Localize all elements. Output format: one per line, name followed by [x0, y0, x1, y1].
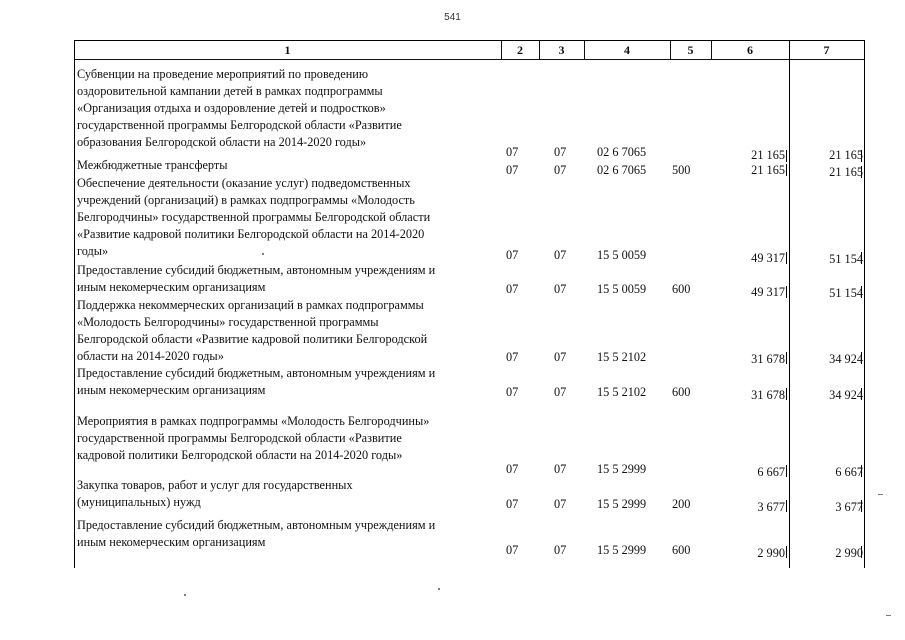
row-9-amount-col7: 2 990 [835, 546, 863, 560]
row-3-amount-col7: 51 154 [829, 252, 863, 266]
row-3-target-code: 15 5 0059 [597, 248, 647, 262]
row-4-amount-col6: 49 317 [751, 285, 785, 299]
row-9-target-code: 15 5 2999 [597, 543, 647, 557]
header-col-7: 7 [823, 43, 830, 57]
row-3-c6-tick [786, 252, 787, 264]
row-6-amount-col7: 34 924 [829, 388, 863, 402]
row-9-expense-type: 600 [672, 543, 691, 557]
row-6-expense-type: 600 [672, 385, 691, 399]
row-2-subsection: 07 [554, 163, 567, 177]
row-1-subsection: 07 [554, 145, 567, 159]
row-6-target-code: 15 5 2102 [597, 385, 647, 399]
row-5-subsection: 07 [554, 350, 567, 364]
column-6-7-divider [789, 40, 790, 568]
row-2-amount-col6: 21 165 [751, 163, 785, 177]
row-3-amount-col6: 49 317 [751, 251, 785, 265]
table-left-border [74, 40, 75, 568]
row-1-amount-col7: 21 165 [829, 148, 863, 162]
row-7-subsection: 07 [554, 462, 567, 476]
row-3-subsection: 07 [554, 248, 567, 262]
row-8-amount-col6: 3 677 [757, 500, 785, 514]
row-2-amount-col7: 21 165 [829, 165, 863, 179]
row-2-expense-type: 500 [672, 163, 691, 177]
row-1-c6-tick [786, 150, 787, 162]
row-9-description: Предоставление субсидий бюджетным, автономным учреждениям и иным некомерческим организациям [77, 518, 436, 549]
scan-speck [438, 588, 440, 590]
row-4-subsection: 07 [554, 282, 567, 296]
row-4-section: 07 [506, 282, 519, 296]
scan-mark [886, 615, 891, 616]
table-right-border [864, 40, 865, 568]
row-7-amount-col6: 6 667 [757, 465, 785, 479]
row-8-description: Закупка товаров, работ и услуг для государственных (муниципальных) нужд [77, 478, 353, 509]
row-8-c6-tick [786, 500, 787, 512]
row-7-description: Мероприятия в рамках подпрограммы «Молодость Белгородчины» государственной программы Белгородской области «Развитие кадровой политики Белгородской области на 2014-2020 годы» [77, 414, 430, 462]
row-1-amount-col6: 21 165 [751, 148, 785, 162]
scan-speck [184, 594, 186, 596]
row-4-expense-type: 600 [672, 282, 691, 296]
row-9-c6-tick [786, 546, 787, 558]
row-4-amount-col7: 51 154 [829, 286, 863, 300]
row-9-subsection: 07 [554, 543, 567, 557]
row-4-target-code: 15 5 0059 [597, 282, 647, 296]
row-2-section: 07 [506, 163, 519, 177]
row-3-description: Обеспечение деятельности (оказание услуг) подведомственных учреждений (организаций) в рамках подпрограммы «Молодость Белгородчины» государственной программы Белгородской области «Развитие кадровой политики Белгородской области на 2014-2020 годы» [77, 176, 431, 258]
row-9-amount-col6: 2 990 [757, 546, 785, 560]
row-8-amount-col7: 3 677 [835, 500, 863, 514]
row-5-target-code: 15 5 2102 [597, 350, 647, 364]
row-6-subsection: 07 [554, 385, 567, 399]
row-8-target-code: 15 5 2999 [597, 497, 647, 511]
row-5-c6-tick [786, 352, 787, 364]
row-6-c6-tick [786, 388, 787, 400]
row-8-section: 07 [506, 497, 519, 511]
row-5-section: 07 [506, 350, 519, 364]
row-4-description: Предоставление субсидий бюджетным, автономным учреждениям и иным некомерческим организациям [77, 263, 436, 294]
row-7-amount-col7: 6 667 [835, 465, 863, 479]
scan-speck [262, 253, 264, 255]
row-7-section: 07 [506, 462, 519, 476]
header-col-1: 1 [284, 43, 291, 57]
page-number: 541 [444, 12, 461, 23]
header-col-5: 5 [687, 43, 694, 57]
header-col-2: 2 [517, 43, 523, 57]
row-4-c6-tick [786, 286, 787, 298]
header-bottom-border [74, 59, 865, 60]
header-top-border [74, 40, 865, 41]
row-5-amount-col7: 34 924 [829, 352, 863, 366]
row-8-subsection: 07 [554, 497, 567, 511]
row-5-amount-col6: 31 678 [751, 352, 785, 366]
header-col-6: 6 [747, 43, 753, 57]
row-1-target-code: 02 6 7065 [597, 145, 647, 159]
header-col-4: 4 [624, 43, 630, 57]
row-1-description: Субвенции на проведение мероприятий по проведению оздоровительной кампании детей в рамках подпрограммы «Организация отдыха и оздоровление детей и подростков» государственной программы Белгородской области «Развитие образования Белгородской области на 2014-2020 годы» [77, 67, 402, 149]
row-6-section: 07 [506, 385, 519, 399]
row-7-target-code: 15 5 2999 [597, 462, 647, 476]
row-3-section: 07 [506, 248, 519, 262]
row-2-description: Межбюджетные трансферты [77, 158, 228, 172]
row-8-expense-type: 200 [672, 497, 691, 511]
row-1-section: 07 [506, 145, 519, 159]
scan-mark [878, 494, 883, 495]
row-6-description: Предоставление субсидий бюджетным, автономным учреждениям и иным некомерческим организациям [77, 366, 436, 397]
row-2-c6-tick [786, 164, 787, 176]
row-9-section: 07 [506, 543, 519, 557]
row-7-c6-tick [786, 465, 787, 477]
row-2-target-code: 02 6 7065 [597, 163, 647, 177]
header-col-3: 3 [558, 43, 565, 57]
row-5-description: Поддержка некоммерческих организаций в рамках подпрограммы «Молодость Белгородчины» государственной программы Белгородской области «Развитие кадровой политики Белгородской области на 2014-2020 годы» [77, 298, 428, 363]
row-6-amount-col6: 31 678 [751, 388, 785, 402]
